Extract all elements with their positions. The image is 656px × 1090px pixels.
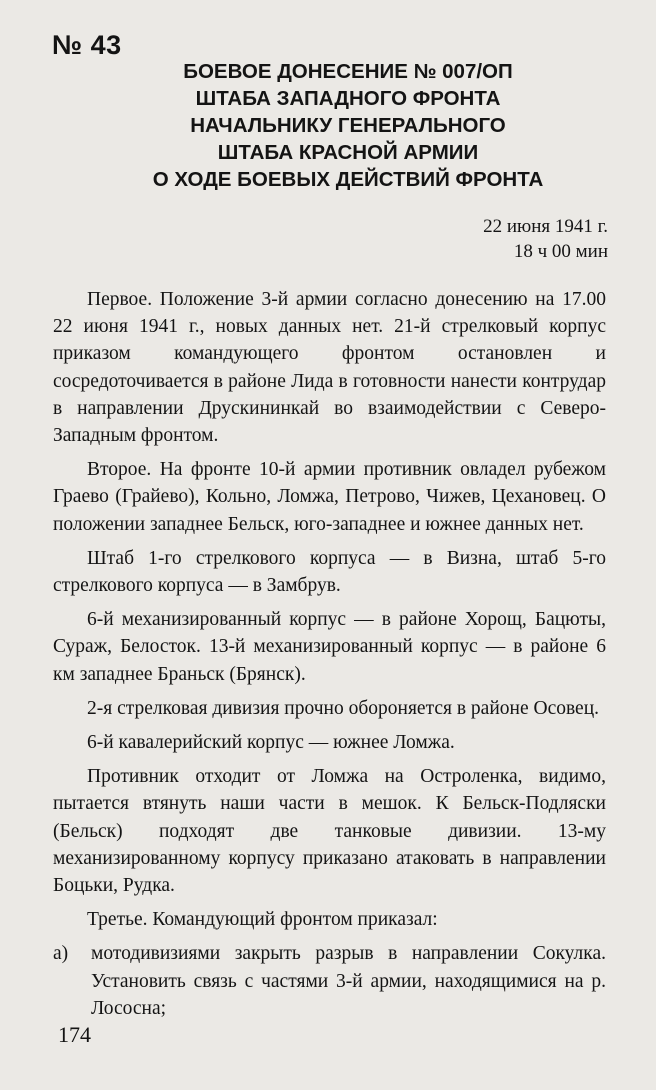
paragraph: 6-й механизированный корпус — в районе Хорощ, Бацюты, Сураж, Белосток. 13-й механизированный корпус — в районе 6 км западнее Браньск (Брянск).	[53, 609, 606, 685]
list-marker: а)	[53, 943, 69, 965]
title-line: ШТАБА ЗАПАДНОГО ФРОНТА	[195, 87, 501, 110]
title-line: О ХОДЕ БОЕВЫХ ДЕЙСТВИЙ ФРОНТА	[152, 168, 544, 191]
paragraph: Штаб 1-го стрелкового корпуса — в Визна, штаб 5-го стрелкового корпуса — в Замбрув.	[53, 547, 606, 597]
paragraph: Второе. На фронте 10-й армии противник овладел рубежом Граево (Грайево), Кольно, Ломжа, Петрово, Чижев, Цехановец. О положении западнее Бельск, юго-западнее и южнее данных нет.	[53, 459, 606, 535]
title-line: БОЕВОЕ ДОНЕСЕНИЕ № 007/ОП	[183, 60, 513, 83]
page-number: 174	[58, 1022, 91, 1047]
paragraph: 2-я стрелковая дивизия прочно обороняется в районе Осовец.	[87, 697, 600, 719]
report-body	[53, 286, 606, 1022]
title-line: НАЧАЛЬНИКУ ГЕНЕРАЛЬНОГО	[190, 114, 506, 137]
paragraph: Третье. Командующий фронтом приказал:	[87, 909, 438, 931]
document-title	[118, 58, 578, 193]
paragraph: Первое. Положение 3-й армии согласно донесению на 17.00 22 июня 1941 г., новых данных нет. 21-й стрелковый корпус приказом командующего фронтом остановлен и сосредоточивается в районе Лида в готовности нанести контрудар в направлении Друскининкай во взаимодействии с Северо-Западным фронтом.	[53, 289, 606, 447]
date-block	[483, 214, 608, 264]
report-time: 18 ч 00 мин	[513, 241, 608, 262]
list-text: мотодивизиями закрыть разрыв в направлении Сокулка. Установить связь с частями 3-й армии, находящимися на р. Лососна;	[91, 943, 606, 1019]
report-date: 22 июня 1941 г.	[483, 216, 608, 237]
paragraph: 6-й кавалерийский корпус — южнее Ломжа.	[87, 732, 455, 754]
paragraph: Противник отходит от Ломжа на Остроленка, видимо, пытается втянуть наши части в мешок. К Бельск-Подляски (Бельск) подходят две танковые дивизии. 13-му механизированному корпусу приказано атаковать в направлении Боцьки, Рудка.	[53, 766, 606, 897]
list-item	[53, 940, 606, 1022]
title-line: ШТАБА КРАСНОЙ АРМИИ	[217, 141, 479, 164]
document-number: № 43	[52, 30, 122, 60]
